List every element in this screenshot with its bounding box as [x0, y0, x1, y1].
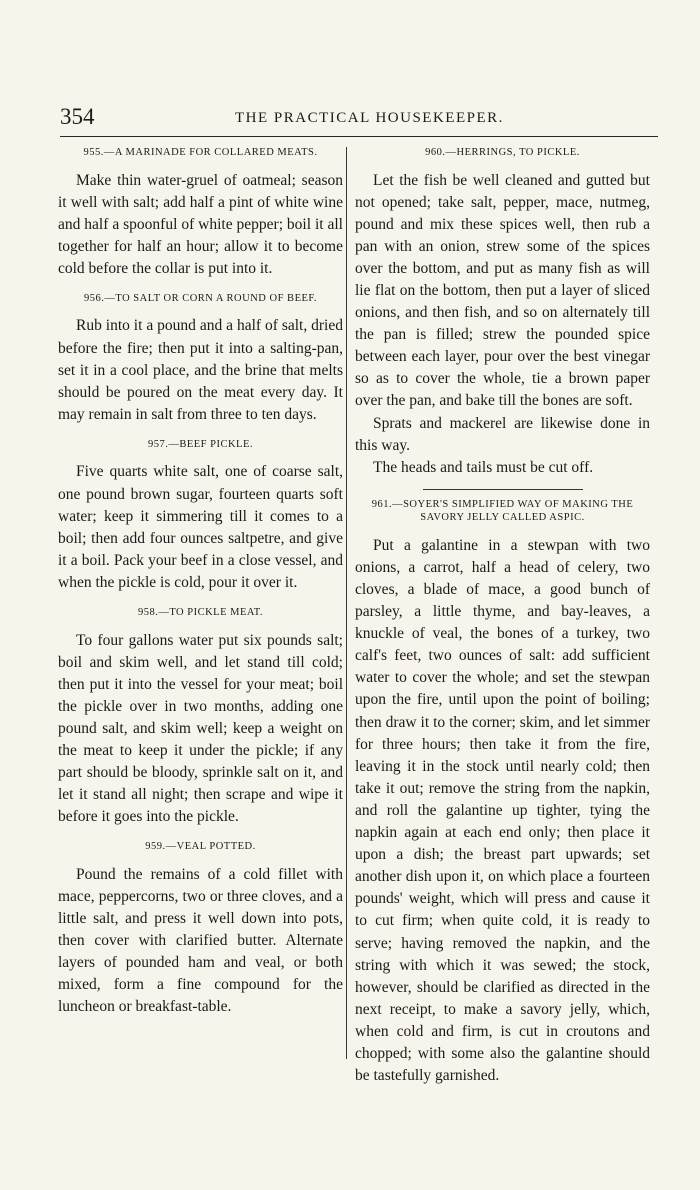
recipe-title: 955.—A MARINADE FOR COLLARED MEATS.	[83, 147, 318, 158]
recipe-text: Pound the remains of a cold fillet with mace, peppercorns, two or three cloves, and a little salt, and press it well down into pots, then cover with clarified butter. Alternate layers of pounded ham and veal, or both mixed, form a fine compound for the luncheon or breakfast-table.	[58, 865, 343, 1016]
recipe-text: Let the fish be well cleaned and gutted but not opened; take salt, pepper, mace, nutmeg, pound and mix these spices well, then rub a pan with an onion, strew some of the spices over the bottom, and put as many fish as will lie flat on the bottom, then put a layer of sliced onions, and then fish, and so on alternately till the pan is filled; strew the pounded spice between each layer, pour over the best vinegar so as to cover the whole, tie a brown paper over the pan, and bake till the bones are soft.	[355, 171, 650, 410]
recipe-955	[58, 146, 343, 280]
page-header	[60, 100, 658, 137]
recipe-text: The heads and tails must be cut off.	[373, 458, 594, 476]
recipe-title: 961.—SOYER'S SIMPLIFIED WAY OF MAKING THE SAVORY JELLY CALLED ASPIC.	[371, 498, 634, 524]
column-divider	[346, 147, 347, 1059]
section-separator	[423, 489, 583, 490]
recipe-956	[58, 292, 343, 426]
recipe-title: 960.—HERRINGS, TO PICKLE.	[425, 147, 580, 158]
left-column	[58, 140, 343, 1019]
recipe-title: 958.—TO PICKLE MEAT.	[137, 607, 264, 618]
recipe-958	[58, 606, 343, 828]
page-number: 354	[60, 104, 95, 129]
right-column	[355, 140, 650, 1087]
recipe-961	[355, 498, 650, 1087]
running-head: THE PRACTICAL HOUSEKEEPER.	[235, 110, 504, 126]
recipe-text: Five quarts white salt, one of coarse salt, one pound brown sugar, fourteen quarts soft water; keep it simmering till it comes to a boil; then add four ounces saltpetre, and give it a boil. Pack your beef in a close vessel, and when the pickle is cold, pour it over it.	[58, 463, 343, 591]
recipe-957	[58, 438, 343, 594]
recipe-960	[355, 146, 650, 479]
recipe-text: Put a galantine in a stewpan with two onions, a carrot, half a head of celery, two cloves, a blade of mace, a good bunch of parsley, a little thyme, and bay-leaves, a knuckle of veal, the bones of a turkey, two calf's feet, two ounces of salt: add sufficient water to cover the whole; and set the stewpan upon the fire, until upon the point of boiling; then draw it to the corner; skim, and let simmer for three hours; then take it from the fire, leaving it in the stock until nearly cold; then take it out; remove the string from the napkin, and roll the galantine up tighter, tying the napkin again at each end only; then place it upon a dish; the breast part upwards; set another dish upon it, on which place a fourteen pounds' weight, which will press and cause it to cut firm; when quite cold, it is ready to serve; having removed the napkin, and the string with which it was sewed; the stock, however, should be clarified as directed in the next receipt, to make a savory jelly, which, when cold and firm, is cut in croutons and chopped; with some also the galantine should be tastefully garnished.	[355, 536, 650, 1085]
recipe-text: Make thin water-gruel of oatmeal; season it well with salt; add half a pint of white wine and half a spoonful of white pepper; boil it all together for half an hour; allow it to become cold before the collar is put into it.	[58, 171, 343, 277]
recipe-text: To four gallons water put six pounds salt; boil and skim well, and let stand till cold; then put it into the vessel for your meat; boil the pickle over in two months, adding one pound salt, and skim well; keep a weight on the meat to keep it under the pickle; if any part should be bloody, sprinkle salt on it, and let it stand all night; then scrape and wipe it before it goes into the pickle.	[58, 631, 343, 826]
recipe-959	[58, 840, 343, 1018]
recipe-title: 959.—VEAL POTTED.	[145, 841, 256, 853]
recipe-text: Rub into it a pound and a half of salt, dried before the fire; then put it into a salting-pan, set it in a cool place, and the brine that melts should be poured on the meat every day. It may remain in salt from three to ten days.	[58, 317, 343, 423]
recipe-title: 956.—TO SALT OR CORN A ROUND OF BEEF.	[83, 292, 318, 304]
recipe-title: 957.—BEEF PICKLE.	[147, 438, 254, 450]
recipe-text: Sprats and mackerel are likewise done in this way.	[355, 414, 650, 454]
